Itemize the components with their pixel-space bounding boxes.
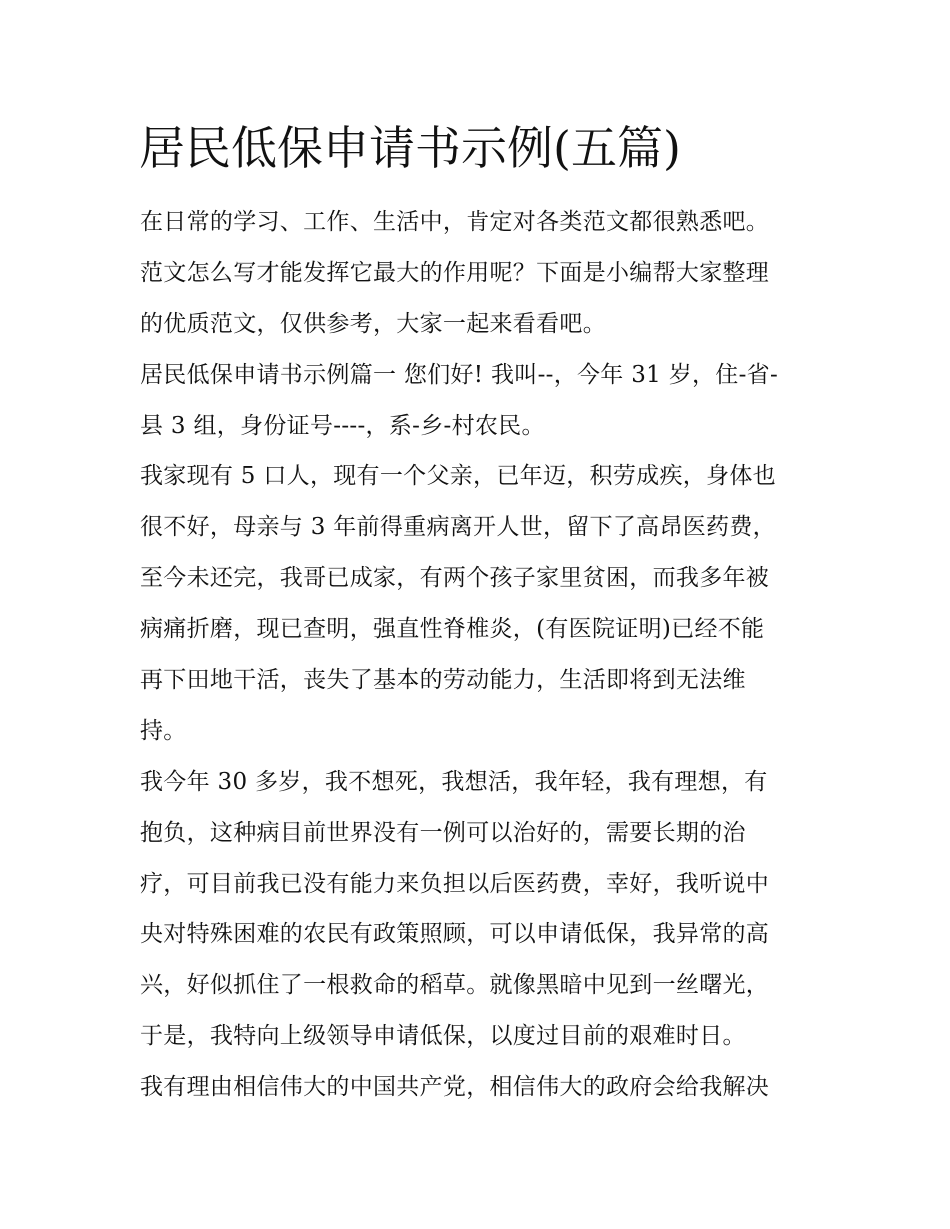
text-line: 在日常的学习、工作、生活中，肯定对各类范文都很熟悉吧。	[140, 209, 770, 235]
text-line: 央对特殊困难的农民有政策照顾，可以申请低保，我异常的高	[140, 921, 770, 948]
document-body	[140, 197, 820, 1113]
text-line: 再下田地干活，丧失了基本的劳动能力，生活即将到无法维	[140, 667, 746, 694]
document-title: 居民低保申请书示例(五篇)	[139, 121, 681, 175]
text-line: 的优质范文，仅供参考，大家一起来看看吧。	[140, 310, 606, 337]
text-line: 我家现有 5 口人，现有一个父亲，已年迈，积劳成疾，身体也	[140, 463, 776, 490]
text-line: 范文怎么写才能发挥它最大的作用呢？下面是小编帮大家整理	[140, 259, 770, 286]
text-line: 于是，我特向上级领导申请低保，以度过目前的艰难时日。	[140, 1023, 746, 1050]
text-line: 很不好，母亲与 3 年前得重病离开人世，留下了高昂医药费，	[140, 514, 776, 541]
text-line: 县 3 组，身份证号----，系-乡-村农民。	[140, 412, 545, 439]
text-line: 抱负，这种病目前世界没有一例可以治好的，需要长期的治	[140, 819, 746, 846]
text-line: 居民低保申请书示例篇一 您们好! 我叫--，今年 31 岁，住-省-	[140, 361, 779, 388]
text-line: 至今未还完，我哥已成家，有两个孩子家里贫困，而我多年被	[140, 565, 770, 592]
text-line: 持。	[140, 717, 187, 744]
text-line: 兴，好似抓住了一根救命的稻草。就像黑暗中见到一丝曙光，	[140, 972, 770, 999]
text-line: 病痛折磨，现已查明，强直性脊椎炎，(有医院证明)已经不能	[140, 616, 765, 643]
text-line: 我有理由相信伟大的中国共产党，相信伟大的政府会给我解决	[140, 1074, 770, 1101]
text-line: 我今年 30 多岁，我不想死，我想活，我年轻，我有理想，有	[140, 768, 768, 795]
text-line: 疗，可目前我已没有能力来负担以后医药费，幸好，我听说中	[140, 870, 770, 897]
